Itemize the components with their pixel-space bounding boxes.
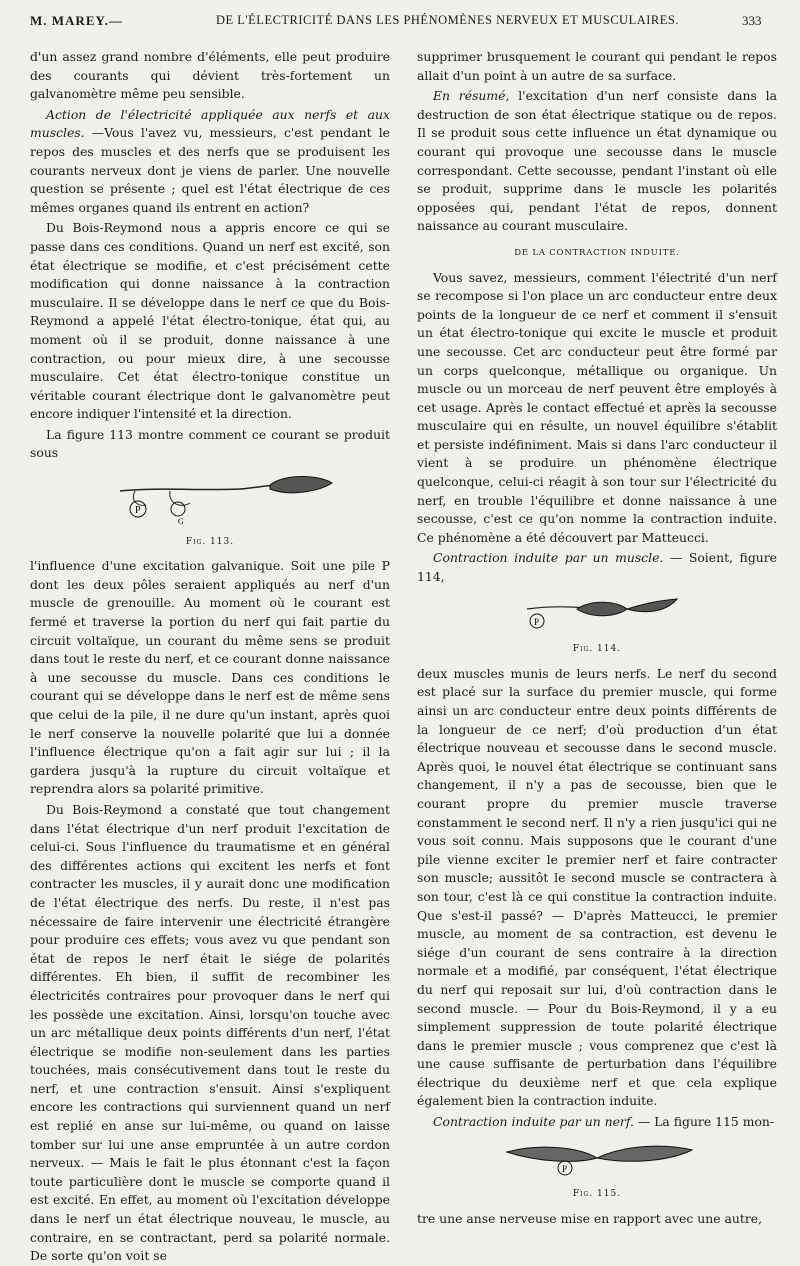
left-column <box>30 48 390 1266</box>
paragraph-body: —Vous l'avez vu, messieurs, c'est pendant le repos des muscles et des nerfs que se produisent les courants nerveux dont je viens de parler. Une nouvelle question se présente ; quel est l'état électrique de ces mêmes organes quand ils entrent en action? <box>30 125 390 215</box>
figure-113-label-g: G <box>178 517 184 526</box>
paragraph-lead: Contraction induite par un nerf. <box>433 1114 634 1130</box>
paragraph: deux muscles munis de leurs nerfs. Le nerf du second est placé sur la surface du premier muscle, qui forme ainsi un arc conducteur entre deux points différents de la longueur de ce nerf; d'où production d'un état électrique nouveau et secousse dans le second muscle. Après quoi, le nouvel état électrique se continuant sans changement, il n'y a pas de secousse, bien que le courant propre du premier muscle traverse constamment le second nerf. Il n'y a rien jusqu'ici qui ne vous soit connu. Mais supposons que le courant d'une pile vienne exciter le premier nerf et faire contracter son muscle; aussitôt le second muscle se contractera à son tour, c'est là ce qui constitue la contraction induite. Que s'est-il passé? — D'après Matteucci, le premier muscle, au moment de sa contraction, est devenu le siége d'un courant de sens contraire à la direction normale et a modifié, par conséquent, l'état électrique du nerf qui reposait sur lui, d'où contraction dans le second muscle. — Pour du Bois-Reymond, il y a eu simplement suppression de toute polarité électrique dans le premier muscle ; vous comprenez que c'est là une cause suffisante de perturbation dans l'équilibre électrique du deuxième nerf et que cela explique également bien la contraction induite. <box>417 665 777 1109</box>
paragraph: l'influence d'une excitation galvanique. Soit une pile P dont les deux pôles seraient appliqués au nerf d'un muscle de grenouille. Au moment où le courant est fermé et traverse la portion du nerf qui fait partie du circuit voltaïque, un courant du même sens se produit dans tout le reste du nerf, et ce courant donne naissance à une secousse du muscle. Dans ces conditions le courant qui se développe dans le nerf est de même sens que celui de la pile, il ne dure qu'un instant, après quoi le nerf conserve la nouvelle polarité que lui a donnée l'influence électrique qu'on a fait agir sur lui ; il la gardera jusqu'à la rupture du circuit voltaïque et reprendra alors sa polarité primitive. <box>30 558 390 797</box>
header-running-title: DE L'ÉLECTRICITÉ DANS LES PHÉNOMÈNES NERVEUX ET MUSCULAIRES. <box>216 13 679 27</box>
page-number: 333 <box>742 13 762 28</box>
running-header <box>0 6 800 32</box>
section-title: DE LA CONTRACTION INDUITE. <box>514 247 680 258</box>
paragraph-lead: Contraction induite par un muscle. <box>433 550 664 566</box>
figure-115-caption: Fig. 115. <box>572 1189 622 1200</box>
figure-113-illustration <box>80 469 340 525</box>
figure-114-label-p: P <box>534 616 540 627</box>
paragraph-lead: Action de l'électricité appliquée aux nerfs et aux muscles. <box>30 106 390 141</box>
figure-113-caption: Fig. 113. <box>185 536 235 547</box>
paragraph: Vous savez, messieurs, comment l'électrité d'un nerf se recompose si l'on place un arc conducteur entre deux points de la longueur de ce nerf et comment il s'ensuit un état électro-tonique qui excite le muscle et produit une secousse. Cet arc conducteur peut être formé par un corps quelconque, métallique ou organique. Un muscle ou un morceau de nerf peuvent être employés à cet usage. Après le contact effectué et après la secousse musculaire qui en résulte, un nouvel équilibre s'établit et persiste indéfiniment. Mais si dans l'arc conducteur il vient à se produire un phénomène électrique quelconque, celui-ci réagit à son tour sur l'électricité du nerf, en trouble l'équilibre et donne naissance à une secousse, c'est ce qu'on nomme la contraction induite. Ce phénomène a été découvert par Matteucci. <box>417 269 777 545</box>
figure-115 <box>417 1138 777 1204</box>
figure-114-illustration <box>507 593 687 633</box>
header-author: M. MAREY.— <box>30 13 123 28</box>
figure-113-label-p: P <box>135 505 141 517</box>
paragraph-body: — La figure 115 mon- <box>633 1114 775 1130</box>
paragraph: tre une anse nerveuse mise en rapport avec une autre, <box>417 1210 763 1226</box>
paragraph <box>417 1113 777 1132</box>
paragraph-lead: En résumé, <box>433 88 510 104</box>
figure-114 <box>417 593 777 659</box>
figure-115-illustration <box>497 1138 697 1178</box>
paragraph-body: l'excitation d'un nerf consiste dans la destruction de son état électrique statique ou de repos. Il se produit sous cette influence un état dynamique ou courant qui provoque une secousse dans le muscle correspondant. Cette secousse, pendant l'instant où elle se produit, supprime dans le muscle les polarités opposées qui, pendant l'état de repos, donnent naissance au courant musculaire. <box>417 88 777 234</box>
paragraph: supprimer brusquement le courant qui pendant le repos allait d'un point à un autre de sa surface. <box>417 49 777 83</box>
figure-115-label-p: P <box>562 1163 568 1174</box>
paragraph <box>417 549 777 586</box>
figure-113 <box>30 469 390 551</box>
paragraph <box>30 106 390 218</box>
paragraph: Du Bois-Reymond a constaté que tout changement dans l'état électrique d'un nerf produit l'excitation de celui-ci. Sous l'influence du traumatisme et en général des différentes actions qui excitent les nerfs et font contracter les muscles, il y aurait donc une modification de l'état électrique des nerfs. Du reste, il n'est pas nécessaire de faire intervenir une électricité étrangère pour produire ces effets; vous avez vu que pendant son état de repos le nerf était le siége de polarités différentes. Eh bien, il suffit de recombiner les électricités contraires pour provoquer dans le nerf qui les possède une excitation. Ainsi, lorsqu'on touche avec un arc métallique deux points différents d'un nerf, l'état électrique se modifie non-seulement dans les parties touchées, mais consécutivement dans tout le reste du nerf, et une contraction s'ensuit. Ainsi s'expliquent encore les contractions qui surviennent quand un nerf est replié en anse sur lui-même, ou quand on laisse tomber sur lui une anse empruntée à un autre cordon nerveux. — Mais le fait le plus étonnant c'est la façon toute particulière dont le muscle se comporte quand il est excité. En effet, au moment où l'excitation développe dans le nerf un état électrique nouveau, le muscle, au contraire, en se contractant, perd sa polarité normale. De sorte qu'on voit se <box>30 801 390 1264</box>
paragraph: La figure 113 montre comment ce courant se produit sous <box>30 426 390 461</box>
figure-114-caption: Fig. 114. <box>572 644 622 655</box>
paragraph <box>417 87 777 236</box>
right-column <box>417 48 777 1228</box>
paragraph: d'un assez grand nombre d'éléments, elle peut produire des courants qui dévient très-fortement un galvanomètre même peu sensible. <box>30 49 390 102</box>
paragraph: Du Bois-Reymond nous a appris encore ce qui se passe dans ces conditions. Quand un nerf est excité, son état électrique se modifie, et c'est précisément cette modification qui donne naissance à la contraction musculaire. Il se développe dans le nerf ce que du Bois-Reymond a appelé l'état électro-tonique, état qui, au moment où il se produit, donne naissance à une contraction, ou pour mieux dire, à une secousse musculaire. Cet état électro-tonique constitue un véritable courant électrique dont le galvanomètre peut encore indiquer l'intensité et la direction. <box>30 220 390 422</box>
paragraph-body: — Soient, figure 114, <box>417 550 777 585</box>
